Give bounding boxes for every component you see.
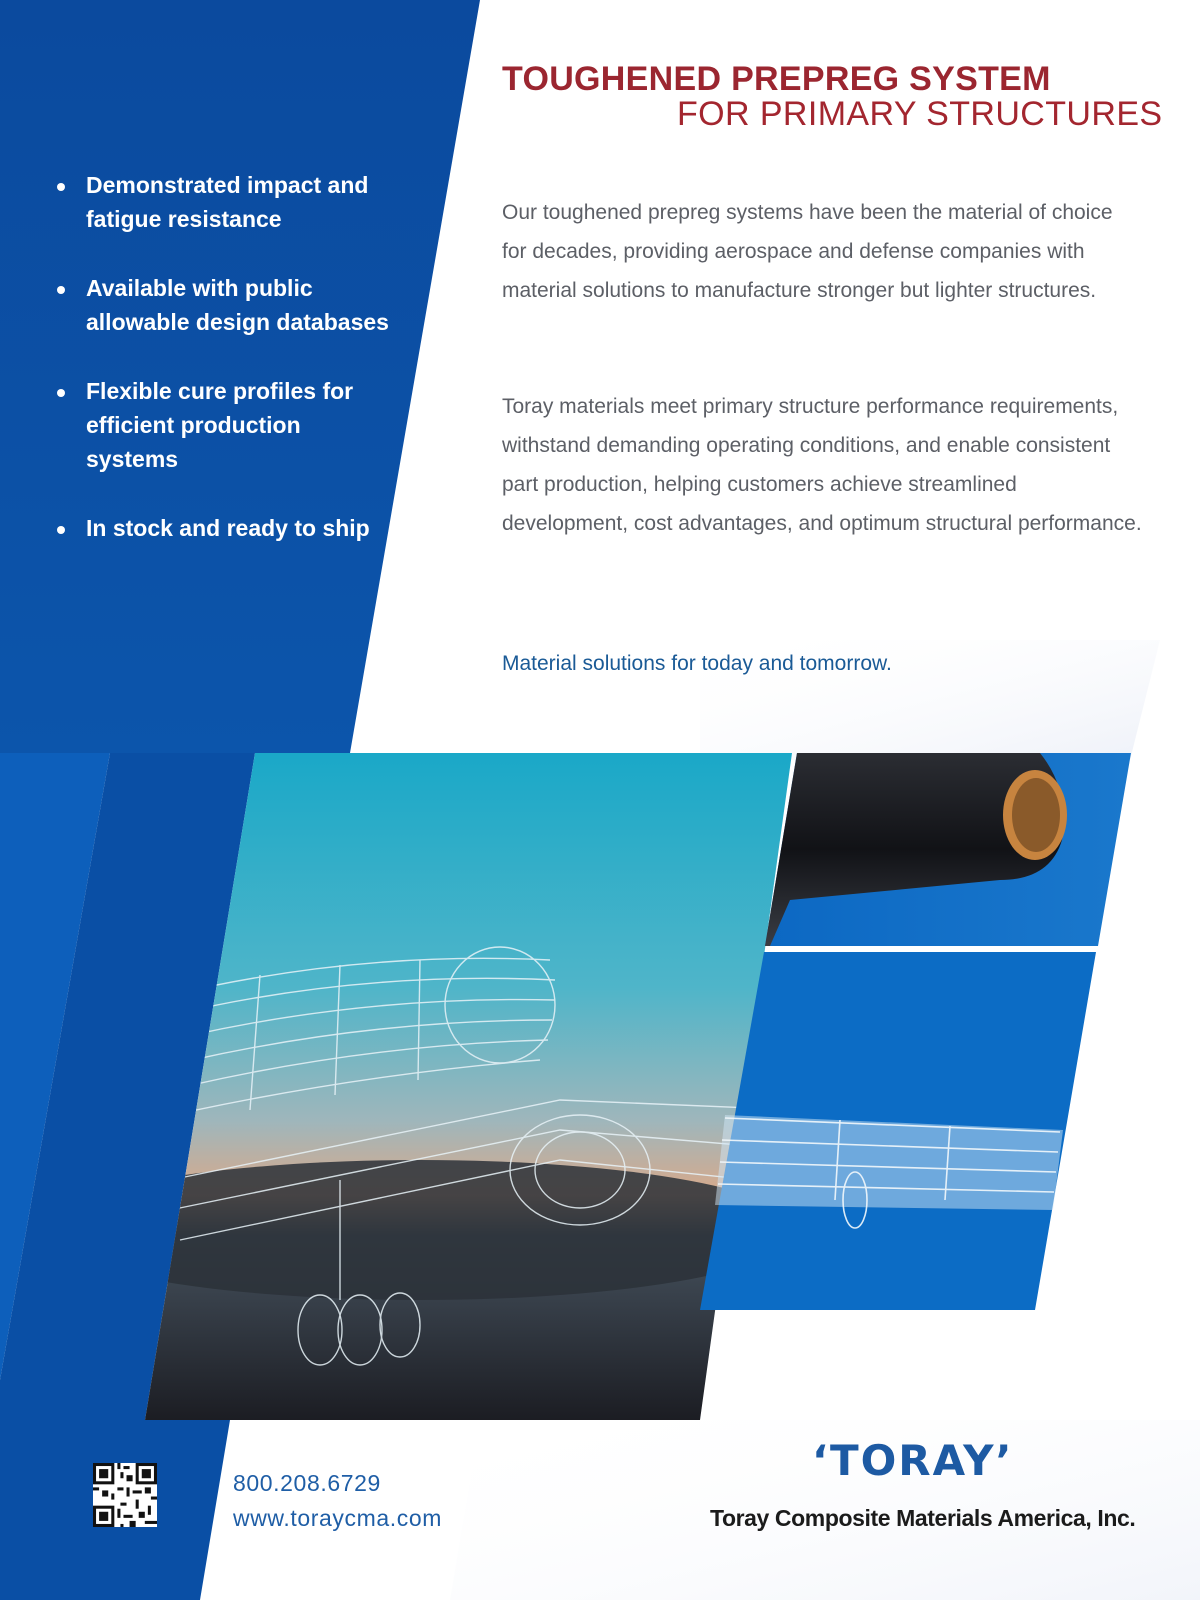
bullet-text: In stock and ready to ship	[86, 515, 370, 541]
company-name: Toray Composite Materials America, Inc.	[710, 1505, 1136, 1531]
bullet-text: Flexible cure profiles for efficient production systems	[86, 378, 354, 472]
blue-wing-panel	[700, 952, 1096, 1310]
list-item	[52, 271, 392, 339]
toray-logo: ‘TORAY’	[812, 1436, 1014, 1485]
list-item	[52, 511, 392, 545]
carbon-fiber-roll-photo	[765, 753, 1131, 946]
headline-line-1: TOUGHENED PREPREG SYSTEM	[502, 60, 1051, 98]
list-item	[52, 374, 392, 476]
qr-code-icon[interactable]	[93, 1463, 157, 1527]
phone-number[interactable]: 800.208.6729	[233, 1470, 381, 1496]
feature-bullet-list	[52, 168, 392, 580]
list-item	[52, 168, 392, 236]
tagline: Material solutions for today and tomorrow.	[502, 652, 892, 675]
bullet-text: Available with public allowable design databases	[86, 275, 389, 335]
bullet-text: Demonstrated impact and fatigue resistance	[86, 172, 369, 232]
website-link[interactable]: www.toraycma.com	[233, 1505, 442, 1531]
wireframe-aircraft-photo	[40, 753, 800, 1423]
bullet-dot-icon	[57, 526, 65, 534]
bullet-dot-icon	[57, 183, 65, 191]
bullet-dot-icon	[57, 286, 65, 294]
body-paragraph-1: Our toughened prepreg systems have been the material of choice for decades, providing aerospace and defense companies with material solutions to manufacture stronger but lighter structures.	[502, 201, 1113, 302]
bullet-dot-icon	[57, 389, 65, 397]
body-paragraph-2: Toray materials meet primary structure performance requirements, withstand demanding operating conditions, and enable consistent part production, helping customers achieve streamlined development, cost advantages, and optimum structural performance.	[502, 395, 1142, 535]
headline-line-2: FOR PRIMARY STRUCTURES	[677, 95, 1163, 133]
